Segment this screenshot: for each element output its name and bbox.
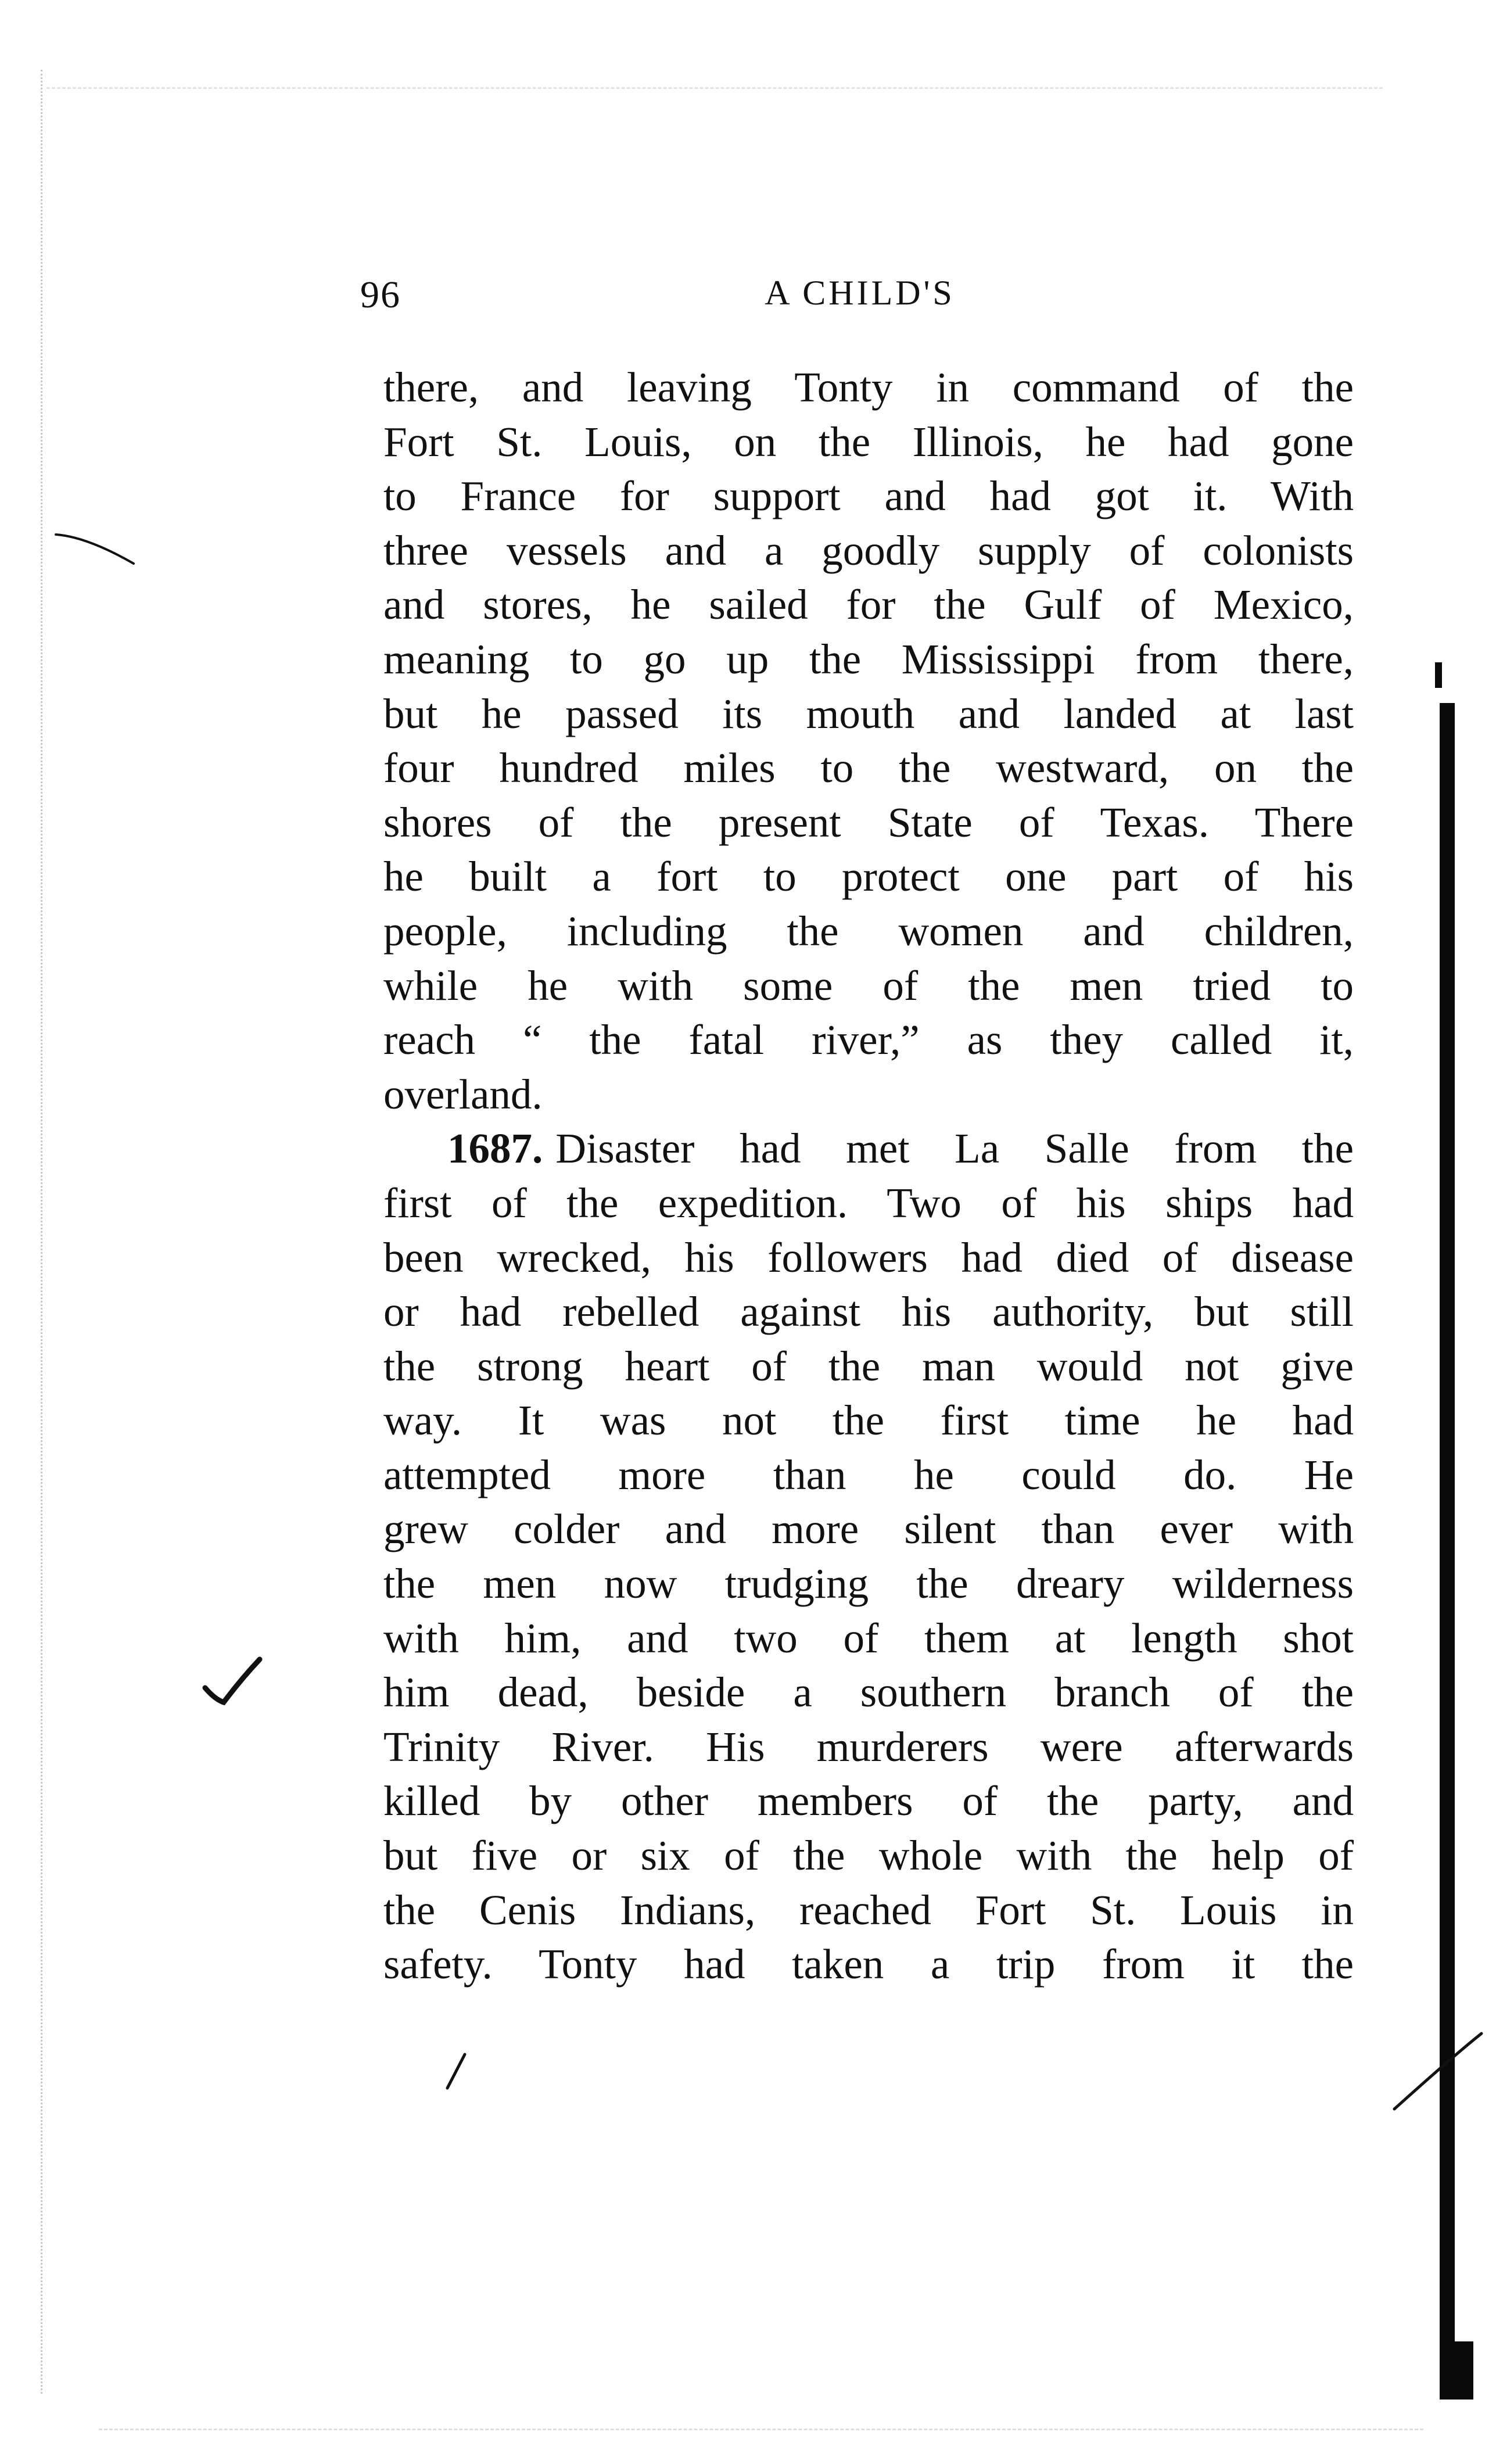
year-marker: 1687. (447, 1125, 543, 1172)
text-line: the men now trudging the dreary wilderness (383, 1560, 1354, 1608)
text-line: but five or six of the whole with the help of (383, 1832, 1354, 1880)
pencil-checkmark (200, 1656, 264, 1708)
text-line: overland. (383, 1070, 543, 1118)
text-line: the Cenis Indians, reached Fort St. Louis in (383, 1886, 1354, 1934)
text-line: reach “ the fatal river,” as they called it, (383, 1016, 1354, 1064)
text-line: people, including the women and children, (383, 907, 1354, 955)
text-line: attempted more than he could do. He (383, 1451, 1354, 1498)
text-line: meaning to go up the Mississippi from there, (383, 635, 1354, 683)
page-top-edge (46, 87, 1383, 91)
paragraph-2 (383, 1121, 1354, 1992)
page-bottom-edge (99, 2429, 1423, 2433)
page-number: 96 (360, 274, 401, 316)
body-text (383, 360, 1354, 1992)
text-line: Disaster had met La Salle from the (555, 1125, 1354, 1172)
text-line: safety. Tonty had taken a trip from it the (383, 1941, 1354, 1988)
text-line-with-year (383, 1121, 1354, 1176)
scan-margin-bar (1440, 703, 1455, 2400)
text-line: Trinity River. His murderers were afterwards (383, 1723, 1354, 1770)
text-line: killed by other members of the party, and (383, 1777, 1354, 1825)
text-line: first of the expedition. Two of his ships had (383, 1179, 1354, 1226)
text-line: him dead, beside a southern branch of the (383, 1669, 1354, 1716)
page-header (360, 273, 1359, 325)
margin-bar-tick (1435, 662, 1442, 688)
text-line: shores of the present State of Texas. There (383, 798, 1354, 846)
text-line: or had rebelled against his authority, but still (383, 1288, 1354, 1336)
text-line: he built a fort to protect one part of his (383, 853, 1354, 901)
text-line: way. It was not the first time he had (383, 1397, 1354, 1444)
text-line: to France for support and had got it. With (383, 472, 1354, 520)
text-line: Fort St. Louis, on the Illinois, he had gone (383, 418, 1354, 465)
page-binding-edge (41, 70, 77, 2394)
pencil-stroke-right (1383, 2028, 1487, 2115)
margin-bar-stub (1455, 2341, 1473, 2400)
text-line: the strong heart of the man would not give (383, 1342, 1354, 1390)
pencil-stroke-left (442, 2051, 471, 2092)
text-line: three vessels and a goodly supply of colonists (383, 526, 1354, 574)
text-line: four hundred miles to the westward, on the (383, 744, 1354, 792)
pencil-stroke-margin (52, 523, 139, 569)
text-line: and stores, he sailed for the Gulf of Mexico, (383, 581, 1354, 629)
paragraph-1 (383, 360, 1354, 1121)
text-line: but he passed its mouth and landed at last (383, 690, 1354, 737)
text-line: while he with some of the men tried to (383, 962, 1354, 1009)
text-line: been wrecked, his followers had died of disease (383, 1233, 1354, 1281)
running-title: A CHILD'S (765, 274, 955, 312)
text-line: there, and leaving Tonty in command of the (383, 364, 1354, 411)
text-line: grew colder and more silent than ever with (383, 1505, 1354, 1553)
text-line: with him, and two of them at length shot (383, 1614, 1354, 1662)
